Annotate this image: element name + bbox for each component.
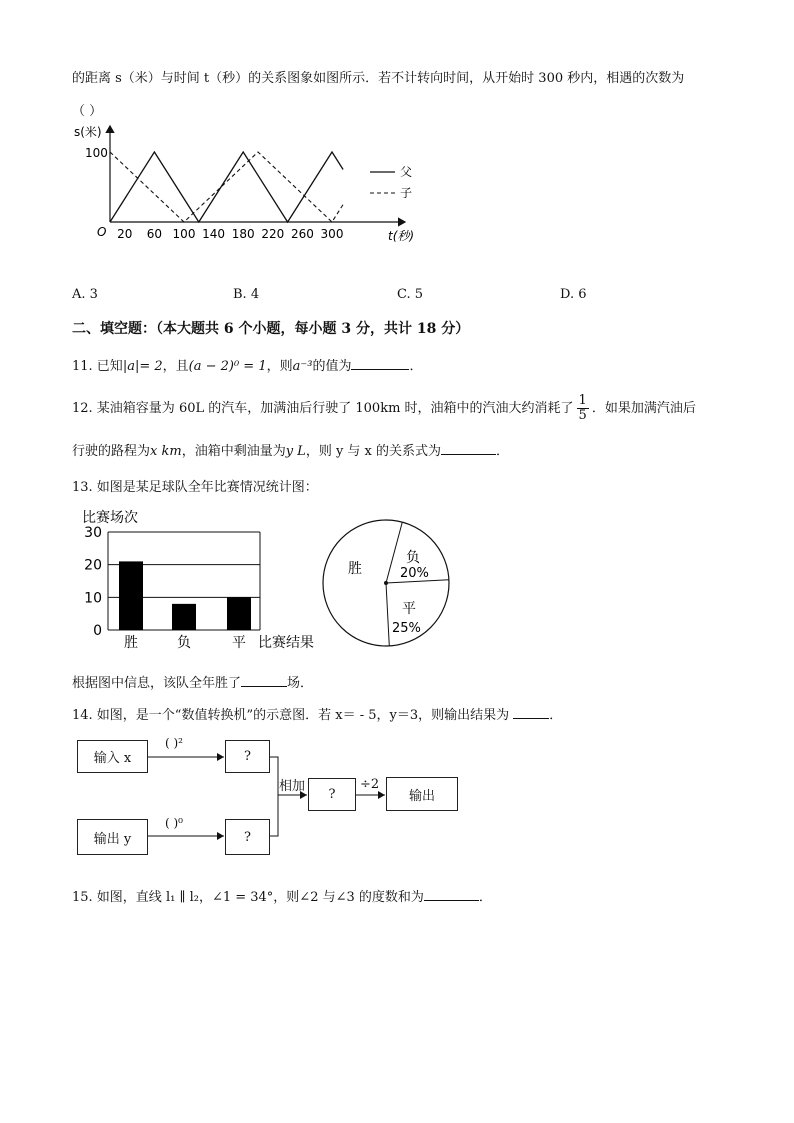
bar-category-label: 负: [177, 635, 191, 651]
q12-line1-end: ．如果加满汽油后: [591, 401, 696, 416]
y-tick-label: 0: [93, 623, 102, 639]
q10-option-a[interactable]: A. 3: [72, 287, 98, 302]
x-tick-label: 60: [146, 227, 163, 241]
q13-unit: 场．: [287, 676, 314, 691]
x-tick-label: 300: [320, 227, 344, 241]
section-heading: 二、填空题：（本大题共 6 个小题，每小题 3 分，共计 18 分）: [72, 321, 470, 337]
q12-line2-c: ，油箱中剩油量为: [181, 444, 286, 459]
square-op-label: ( )²: [165, 736, 183, 750]
q11-mid: ，且: [162, 359, 189, 374]
q12-line2-d: y L: [285, 444, 306, 459]
x-tick-label: 140: [202, 227, 226, 241]
x-tick-label: 20: [117, 227, 133, 241]
input-y-box: 输出 y: [77, 819, 148, 855]
bar-category-label: 胜: [124, 635, 138, 651]
q14-stem-text: 14. 如图，是一个“数值转换机”的示意图．若 x＝ - 5，y＝3，则输出结果为: [72, 708, 510, 723]
q12-line2-a: 行驶的路程为: [72, 444, 151, 459]
divide-label: ÷2: [360, 777, 380, 792]
q10-text: 的距离 s（米）与时间 t（秒）的关系图象如图所示．若不计转向时间，从开始时 300 秒内，相遇的次数为: [72, 71, 685, 86]
q11-text: 11. 已知|a|= 2，且(a − 2)⁰ = 1，则a⁻³的值为 ．: [72, 359, 423, 374]
q12-frac-num: 1: [578, 393, 587, 408]
square-result-box: ?: [225, 740, 270, 773]
q11-abs: |a|= 2: [122, 359, 163, 374]
y-label: s(米): [74, 125, 102, 139]
x-tick-label: 260: [290, 227, 314, 241]
q11-mid2: ，则: [266, 359, 293, 374]
q12-line2-e: ，则 y 与 x 的关系式为: [305, 444, 442, 459]
bar-chart-xlabel: 比赛结果: [258, 635, 314, 651]
q15-text: 15. 如图，直线 l₁ ∥ l₂，∠1 = 34°，则∠2 与∠3 的度数和为 ．: [72, 890, 492, 905]
q14-stem: 14. 如图，是一个“数值转换机”的示意图．若 x＝ - 5，y＝3，则输出结果为 ．: [72, 708, 563, 723]
output-box: 输出: [386, 777, 458, 811]
q15-text-body: 15. 如图，直线 l₁ ∥ l₂，∠1 = 34°，则∠2 与∠3 的度数和为: [72, 890, 424, 905]
x-tick-label: 180: [231, 227, 255, 241]
pie-label-win: 胜: [348, 561, 362, 577]
legend-son-label: 子: [400, 186, 413, 200]
y-tick-label: 20: [84, 557, 102, 574]
sum-result-box: ?: [308, 778, 356, 811]
q11-cond: (a − 2)⁰ = 1: [188, 359, 267, 374]
x-label: t(秒): [388, 229, 415, 243]
q11-suffix: 的值为: [312, 359, 352, 374]
input-x-box: 输入 x: [77, 740, 148, 773]
zero-op-label: ( )⁰: [165, 816, 183, 830]
origin-label: O: [97, 225, 107, 239]
pie-label-draw: 平: [402, 601, 416, 617]
q15-answer-blank[interactable]: [424, 888, 479, 901]
x-tick-label: 100: [172, 227, 196, 241]
bar-category-label: 平: [232, 635, 246, 651]
q13-stem: 13. 如图是某足球队全年比赛情况统计图：: [72, 480, 318, 495]
q10-option-c[interactable]: C. 5: [397, 287, 424, 302]
q11-expr: a⁻³: [292, 359, 313, 374]
q13-after-text: 根据图中信息，该队全年胜了: [72, 676, 242, 691]
y-tick-100: 100: [85, 146, 108, 160]
bar-chart-ylabel: 比赛场次: [82, 510, 138, 526]
pie-label-loss: 负: [406, 550, 420, 566]
q10-paren: （ ）: [72, 104, 103, 119]
pie-pct-draw: 25%: [392, 621, 421, 636]
q12-frac-den: 5: [578, 408, 587, 423]
q10-option-b[interactable]: B. 4: [233, 287, 260, 302]
q11-prefix: 11. 已知: [72, 359, 123, 374]
q12-line2-b: x km: [150, 444, 182, 459]
x-tick-label: 220: [261, 227, 285, 241]
y-tick-label: 10: [84, 590, 102, 607]
q12-line1-text: 12. 某油箱容量为 60L 的汽车，加满油后行驶了 100km 时，油箱中的汽油大约消耗了: [72, 401, 574, 416]
q12-line2: 行驶的路程为x km，油箱中剩油量为y L，则 y 与 x 的关系式为 ．: [72, 444, 510, 459]
zero-result-box: ?: [225, 819, 270, 855]
pie-pct-loss: 20%: [400, 566, 429, 581]
add-label: 相加: [279, 779, 306, 794]
q10-option-d[interactable]: D. 6: [560, 287, 587, 302]
legend-father-label: 父: [400, 165, 413, 179]
y-tick-label: 30: [84, 525, 102, 541]
